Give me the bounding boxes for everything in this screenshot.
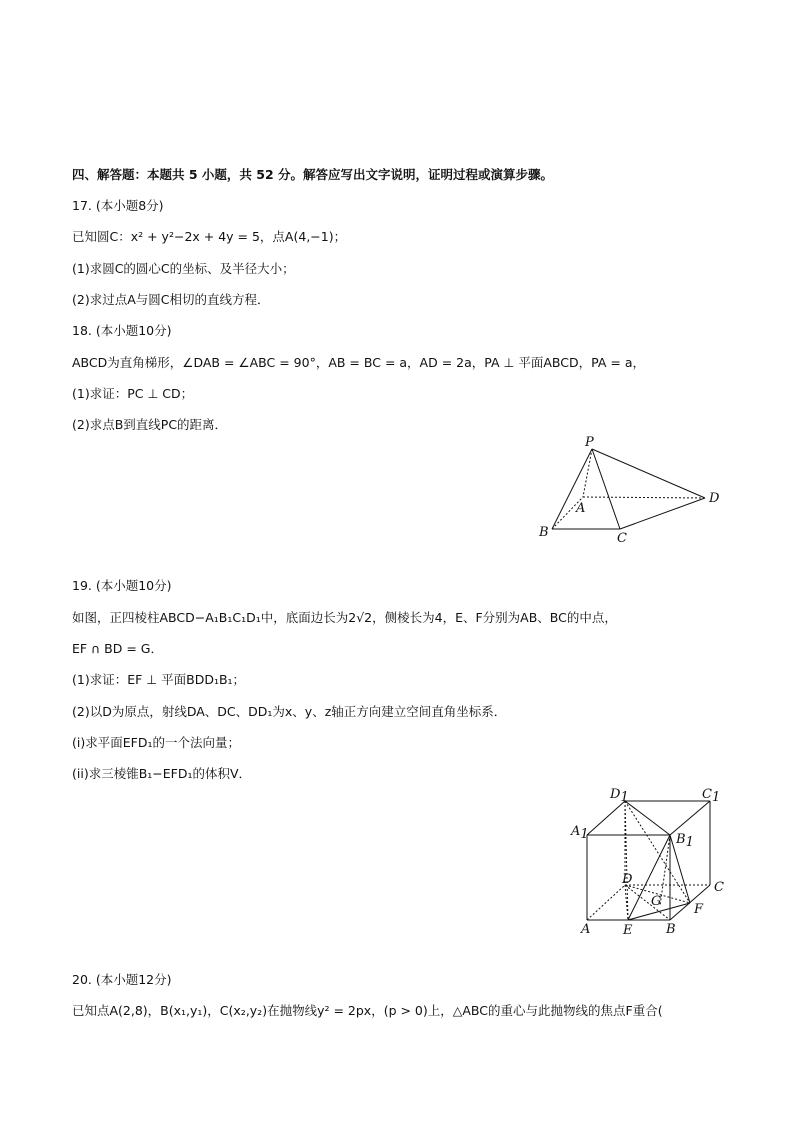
q17-stem: 已知圆C：x² + y²−2x + 4y = 5，点A(4,−1)； [72, 229, 347, 244]
label-C: C [617, 531, 627, 546]
label-A: A [581, 922, 591, 937]
label-D: D [709, 491, 720, 506]
q20-stem: 已知点A(2,8)，B(x₁,y₁)，C(x₂,y₂)在抛物线y² = 2px，(p > 0)上，△ABC的重心与此抛物线的焦点F重合( [72, 1003, 663, 1018]
prism-figure [565, 785, 730, 940]
q17-part1: (1)求圆C的圆心C的坐标、及半径大小； [72, 261, 295, 276]
label-D: D [622, 872, 633, 887]
label-A: A [576, 501, 586, 516]
section-heading: 四、解答题：本题共 5 小题，共 52 分。解答应写出文字说明，证明过程或演算步骤。 [72, 167, 554, 182]
label-D1: D1 [610, 787, 629, 805]
q19-part2i: (i)求平面EFD₁的一个法向量； [72, 735, 240, 750]
q19-part1: (1)求证：EF ⊥ 平面BDD₁B₁； [72, 672, 246, 687]
q19-part2ii: (ii)求三棱锥B₁−EFD₁的体积V． [72, 766, 252, 781]
label-G: G [651, 894, 662, 909]
label-P: P [585, 435, 594, 450]
pyramid-figure [530, 432, 730, 547]
label-B: B [539, 525, 549, 540]
label-B1: B1 [676, 832, 694, 850]
q20-header: 20. (本小题12分) [72, 972, 172, 987]
q18-part1: (1)求证：PC ⊥ CD； [72, 386, 194, 401]
label-E: E [623, 923, 633, 938]
q19-stem-line2: EF ∩ BD = G． [72, 641, 163, 656]
q17-header: 17. (本小题8分) [72, 198, 164, 213]
label-C: C [714, 880, 724, 895]
q18-stem: ABCD为直角梯形，∠DAB = ∠ABC = 90°，AB = BC = a，AD = 2a，PA ⊥ 平面ABCD，PA = a， [72, 355, 646, 370]
q19-header: 19. (本小题10分) [72, 578, 172, 593]
q19-part2: (2)以D为原点，射线DA、DC、DD₁为x、y、z轴正方向建立空间直角坐标系． [72, 704, 507, 719]
label-F: F [694, 902, 704, 917]
label-C1: C1 [702, 787, 721, 805]
label-A1: A1 [571, 824, 589, 842]
q18-header: 18. (本小题10分) [72, 323, 172, 338]
q18-part2: (2)求点B到直线PC的距离． [72, 417, 228, 432]
q19-stem-line1: 如图，正四棱柱ABCD−A₁B₁C₁D₁中，底面边长为2√2，侧棱长为4，E、F分别为AB、BC的中点， [72, 610, 617, 625]
q17-part2: (2)求过点A与圆C相切的直线方程． [72, 292, 270, 307]
label-B: B [666, 922, 676, 937]
